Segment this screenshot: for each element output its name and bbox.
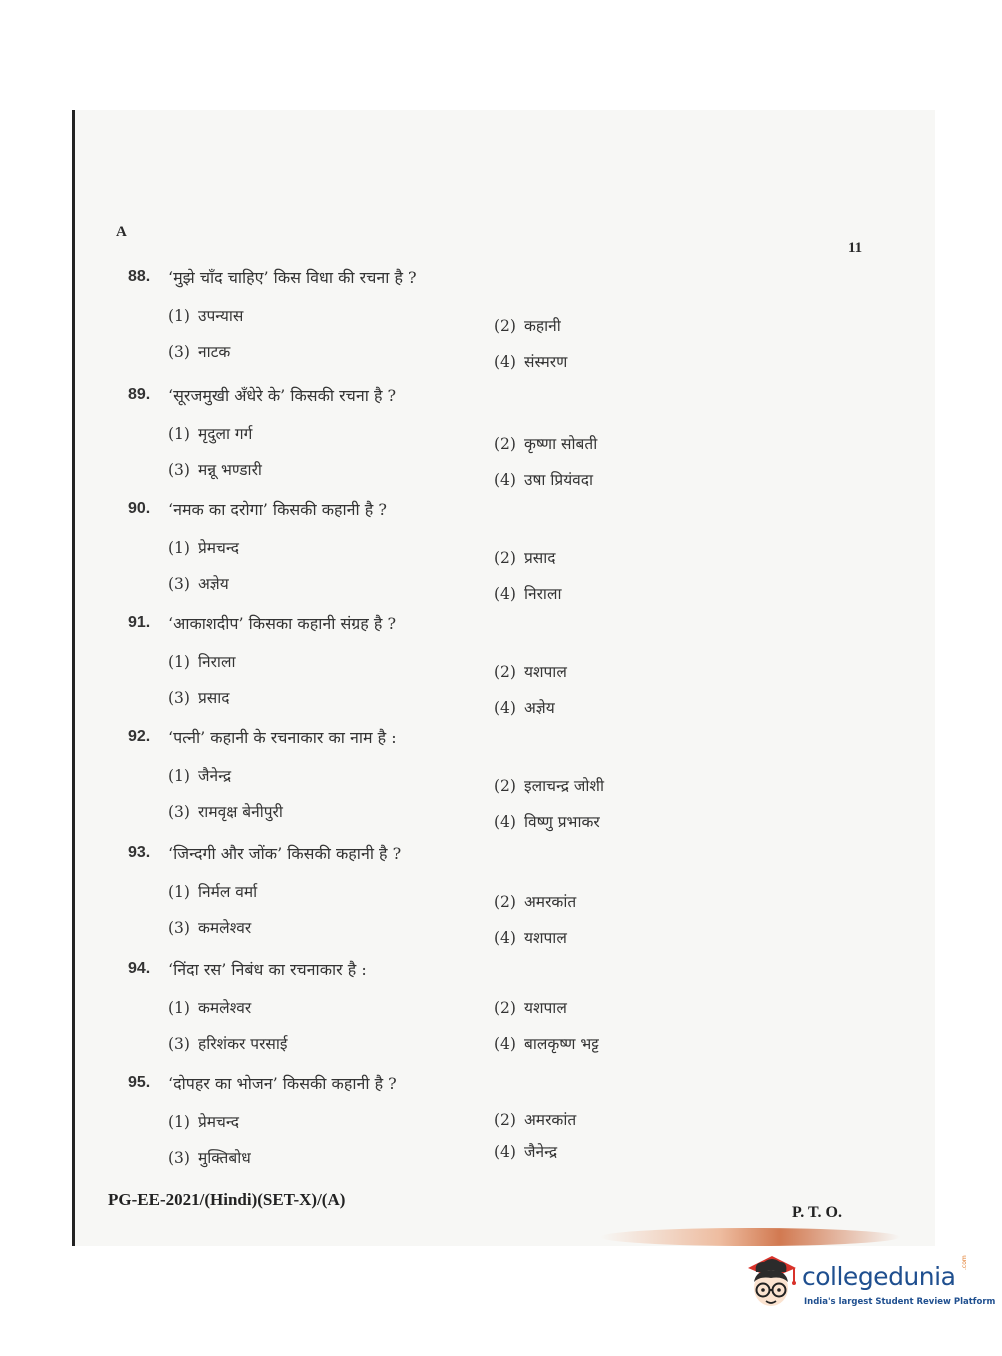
- collegedunia-logo: [742, 1250, 996, 1320]
- question-92: [0, 728, 1002, 838]
- option-2: (2) प्रसाद: [494, 549, 556, 567]
- question-number: 88.: [128, 268, 151, 285]
- option-1: (1) मृदुला गर्ग: [168, 425, 253, 443]
- question-89: [0, 386, 1002, 496]
- question-93: [0, 844, 1002, 954]
- option-3: (3) रामवृक्ष बेनीपुरी: [168, 803, 283, 821]
- logo-tagline: India's largest Student Review Platform: [804, 1297, 996, 1307]
- option-4: (4) जैनेन्द्र: [494, 1143, 558, 1161]
- student-mascot-icon: [742, 1252, 800, 1312]
- option-2: (2) अमरकांत: [494, 893, 577, 911]
- option-3: (3) अज्ञेय: [168, 575, 229, 593]
- option-3: (3) मुक्तिबोध: [168, 1149, 251, 1167]
- question-91: [0, 614, 1002, 724]
- option-1: (1) कमलेश्वर: [168, 999, 252, 1017]
- option-4: (4) निराला: [494, 585, 562, 603]
- page-number: 11: [848, 240, 863, 256]
- question-text: ‘नमक का दरोगा’ किसकी कहानी है ?: [168, 500, 387, 519]
- option-3: (3) हरिशंकर परसाई: [168, 1035, 288, 1053]
- option-2: (2) कृष्णा सोबती: [494, 435, 598, 453]
- question-number: 92.: [128, 728, 151, 745]
- option-4: (4) संस्मरण: [494, 353, 568, 371]
- option-2: (2) अमरकांत: [494, 1111, 577, 1129]
- option-3: (3) नाटक: [168, 343, 231, 361]
- question-text: ‘जिन्दगी और जोंक’ किसकी कहानी है ?: [168, 844, 402, 863]
- option-4: (4) विष्णु प्रभाकर: [494, 813, 600, 831]
- scan-stain: [600, 1228, 900, 1246]
- option-1: (1) प्रेमचन्द: [168, 539, 239, 557]
- set-letter: A: [116, 224, 127, 240]
- option-2: (2) यशपाल: [494, 999, 567, 1017]
- logo-suffix: .com: [961, 1255, 968, 1270]
- option-4: (4) अज्ञेय: [494, 699, 555, 717]
- exam-code: PG-EE-2021/(Hindi)(SET-X)/(A): [108, 1190, 346, 1209]
- question-number: 94.: [128, 960, 151, 977]
- question-94: [0, 960, 1002, 1070]
- question-text: ‘पत्नी’ कहानी के रचनाकार का नाम है :: [168, 728, 397, 747]
- question-text: ‘सूरजमुखी अँधेरे के’ किसकी रचना है ?: [168, 386, 397, 405]
- option-3: (3) कमलेश्वर: [168, 919, 252, 937]
- option-2: (2) यशपाल: [494, 663, 567, 681]
- question-88: [0, 268, 1002, 378]
- question-number: 90.: [128, 500, 151, 517]
- option-2: (2) इलाचन्द्र जोशी: [494, 777, 604, 795]
- question-90: [0, 500, 1002, 610]
- question-text: ‘निंदा रस’ निबंध का रचनाकार है :: [168, 960, 367, 979]
- option-1: (1) उपन्यास: [168, 307, 244, 325]
- question-text: ‘दोपहर का भोजन’ किसकी कहानी है ?: [168, 1074, 397, 1093]
- question-number: 91.: [128, 614, 151, 631]
- question-number: 93.: [128, 844, 151, 861]
- option-4: (4) यशपाल: [494, 929, 567, 947]
- question-text: ‘मुझे चाँद चाहिए’ किस विधा की रचना है ?: [168, 268, 417, 287]
- question-number: 89.: [128, 386, 151, 403]
- question-number: 95.: [128, 1074, 151, 1091]
- option-4: (4) बालकृष्ण भट्ट: [494, 1035, 599, 1053]
- option-1: (1) प्रेमचन्द: [168, 1113, 239, 1131]
- question-95: [0, 1074, 1002, 1184]
- option-1: (1) निर्मल वर्मा: [168, 883, 258, 901]
- logo-wordmark: collegedunia: [802, 1262, 956, 1291]
- option-3: (3) मन्नू भण्डारी: [168, 461, 262, 479]
- option-2: (2) कहानी: [494, 317, 561, 335]
- option-1: (1) जैनेन्द्र: [168, 767, 232, 785]
- question-text: ‘आकाशदीप’ किसका कहानी संग्रह है ?: [168, 614, 397, 633]
- option-4: (4) उषा प्रियंवदा: [494, 471, 594, 489]
- option-3: (3) प्रसाद: [168, 689, 230, 707]
- option-1: (1) निराला: [168, 653, 236, 671]
- please-turn-over: P. T. O.: [792, 1204, 842, 1221]
